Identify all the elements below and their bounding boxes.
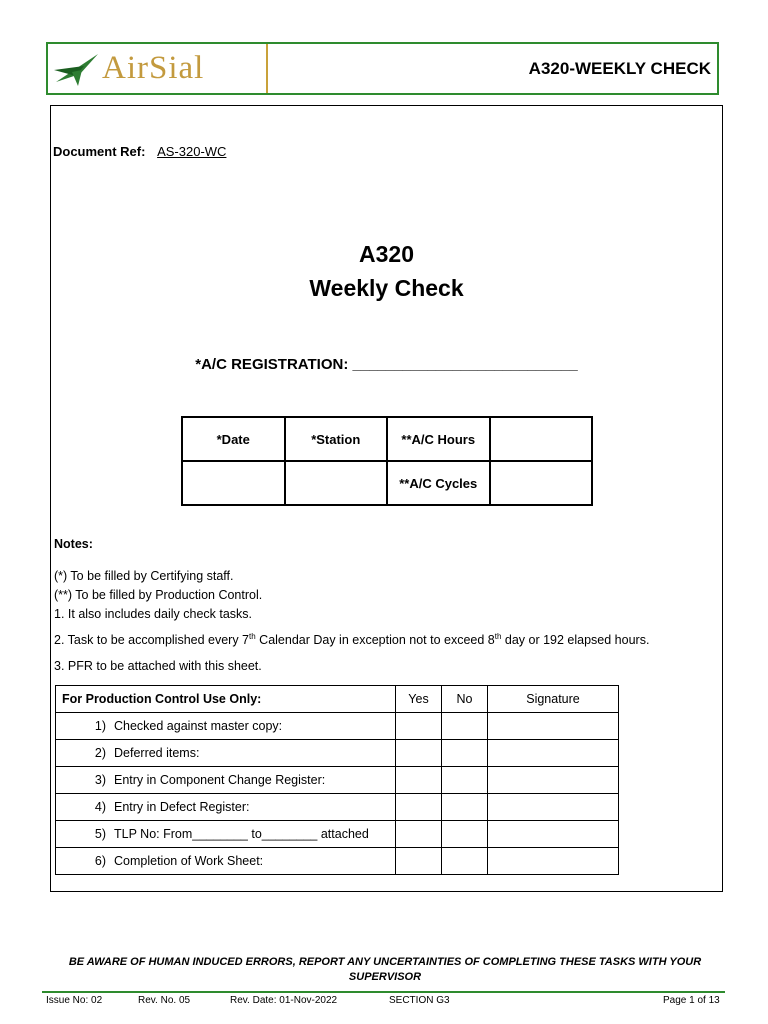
table-row bbox=[56, 794, 619, 821]
note-2-part-c: day or 192 elapsed hours. bbox=[501, 633, 650, 648]
note-1: 1. It also includes daily check tasks. bbox=[54, 607, 253, 621]
yes-cell[interactable] bbox=[396, 767, 442, 794]
table-row bbox=[56, 740, 619, 767]
yes-cell[interactable] bbox=[396, 821, 442, 848]
airline-logo bbox=[48, 44, 268, 93]
signature-cell[interactable] bbox=[488, 794, 619, 821]
row-label bbox=[56, 848, 396, 875]
human-error-warning: BE AWARE OF HUMAN INDUCED ERRORS, REPORT ANY UNCERTAINTIES OF COMPLETING THESE TASKS WITH YOUR SUPERVISOR bbox=[68, 956, 702, 983]
table-row bbox=[56, 821, 619, 848]
table-row bbox=[56, 848, 619, 875]
yes-cell[interactable] bbox=[396, 794, 442, 821]
no-cell[interactable] bbox=[442, 848, 488, 875]
yes-cell[interactable] bbox=[396, 848, 442, 875]
ac-cycles-label: **A/C Cycles bbox=[387, 461, 490, 505]
ac-cycles-field[interactable] bbox=[490, 461, 593, 505]
yes-header: Yes bbox=[396, 686, 442, 713]
footer-section: SECTION G3 bbox=[389, 995, 450, 1006]
no-cell[interactable] bbox=[442, 713, 488, 740]
note-2 bbox=[54, 632, 649, 647]
footer-revision-date: Rev. Date: 01-Nov-2022 bbox=[230, 995, 338, 1006]
table-row bbox=[56, 713, 619, 740]
row-text: Completion of Work Sheet: bbox=[114, 854, 264, 868]
header-title: A320-WEEKLY CHECK bbox=[528, 58, 711, 78]
signature-cell[interactable] bbox=[488, 767, 619, 794]
footer-page-number: Page 1 of 13 bbox=[663, 995, 720, 1006]
check-info-table bbox=[181, 416, 593, 506]
date-label: *Date bbox=[182, 417, 285, 461]
yes-cell[interactable] bbox=[396, 740, 442, 767]
table-row bbox=[56, 767, 619, 794]
station-label: *Station bbox=[285, 417, 388, 461]
no-cell[interactable] bbox=[442, 821, 488, 848]
row-text: Entry in Defect Register: bbox=[114, 800, 250, 814]
note-2-sup-1: th bbox=[249, 632, 256, 641]
notes-heading: Notes: bbox=[54, 537, 93, 551]
production-control-table bbox=[55, 685, 619, 875]
doc-ref-label: Document Ref: bbox=[53, 144, 146, 159]
row-index: 2) bbox=[94, 746, 106, 760]
station-field[interactable] bbox=[285, 461, 388, 505]
no-header: No bbox=[442, 686, 488, 713]
note-certifying: (*) To be filled by Certifying staff. bbox=[54, 569, 234, 583]
note-2-part-b: Calendar Day in exception not to exceed 8 bbox=[255, 633, 495, 648]
row-label bbox=[56, 821, 396, 848]
footer-divider bbox=[42, 991, 725, 993]
note-production: (**) To be filled by Production Control. bbox=[54, 588, 263, 602]
row-index: 1) bbox=[94, 719, 106, 733]
row-label bbox=[56, 794, 396, 821]
row-index: 3) bbox=[94, 773, 106, 787]
row-text: Deferred items: bbox=[114, 746, 200, 760]
row-text: Entry in Component Change Register: bbox=[114, 773, 326, 787]
production-table-header: For Production Control Use Only: bbox=[56, 686, 396, 713]
signature-cell[interactable] bbox=[488, 821, 619, 848]
yes-cell[interactable] bbox=[396, 713, 442, 740]
signature-cell[interactable] bbox=[488, 740, 619, 767]
row-index: 6) bbox=[94, 854, 106, 868]
signature-cell[interactable] bbox=[488, 713, 619, 740]
note-2-part-a: 2. Task to be accomplished every 7 bbox=[54, 633, 250, 648]
table-header-row bbox=[56, 686, 619, 713]
no-cell[interactable] bbox=[442, 740, 488, 767]
note-3: 3. PFR to be attached with this sheet. bbox=[54, 659, 262, 673]
row-text: TLP No: From________ to________ attached bbox=[114, 827, 369, 841]
note-2-sup-2: th bbox=[494, 632, 502, 641]
document-header bbox=[46, 42, 719, 95]
row-label bbox=[56, 767, 396, 794]
registration-field[interactable]: *A/C REGISTRATION: ___________________________ bbox=[195, 356, 578, 373]
footer-issue: Issue No: 02 bbox=[46, 995, 103, 1006]
ac-hours-field[interactable] bbox=[490, 417, 593, 461]
row-index: 5) bbox=[94, 827, 106, 841]
row-label bbox=[56, 740, 396, 767]
row-text: Checked against master copy: bbox=[114, 719, 283, 733]
row-index: 4) bbox=[94, 800, 106, 814]
signature-header: Signature bbox=[488, 686, 619, 713]
no-cell[interactable] bbox=[442, 767, 488, 794]
title-aircraft: A320 bbox=[359, 241, 414, 267]
date-field[interactable] bbox=[182, 461, 285, 505]
bird-logo-icon bbox=[54, 52, 98, 86]
ac-hours-label: **A/C Hours bbox=[387, 417, 490, 461]
doc-ref-value: AS-320-WC bbox=[157, 144, 227, 159]
document-reference bbox=[53, 144, 226, 159]
footer-revision: Rev. No. 05 bbox=[138, 995, 191, 1006]
no-cell[interactable] bbox=[442, 794, 488, 821]
logo-wordmark: AirSial bbox=[102, 50, 205, 86]
title-check: Weekly Check bbox=[309, 275, 464, 301]
row-label bbox=[56, 713, 396, 740]
signature-cell[interactable] bbox=[488, 848, 619, 875]
